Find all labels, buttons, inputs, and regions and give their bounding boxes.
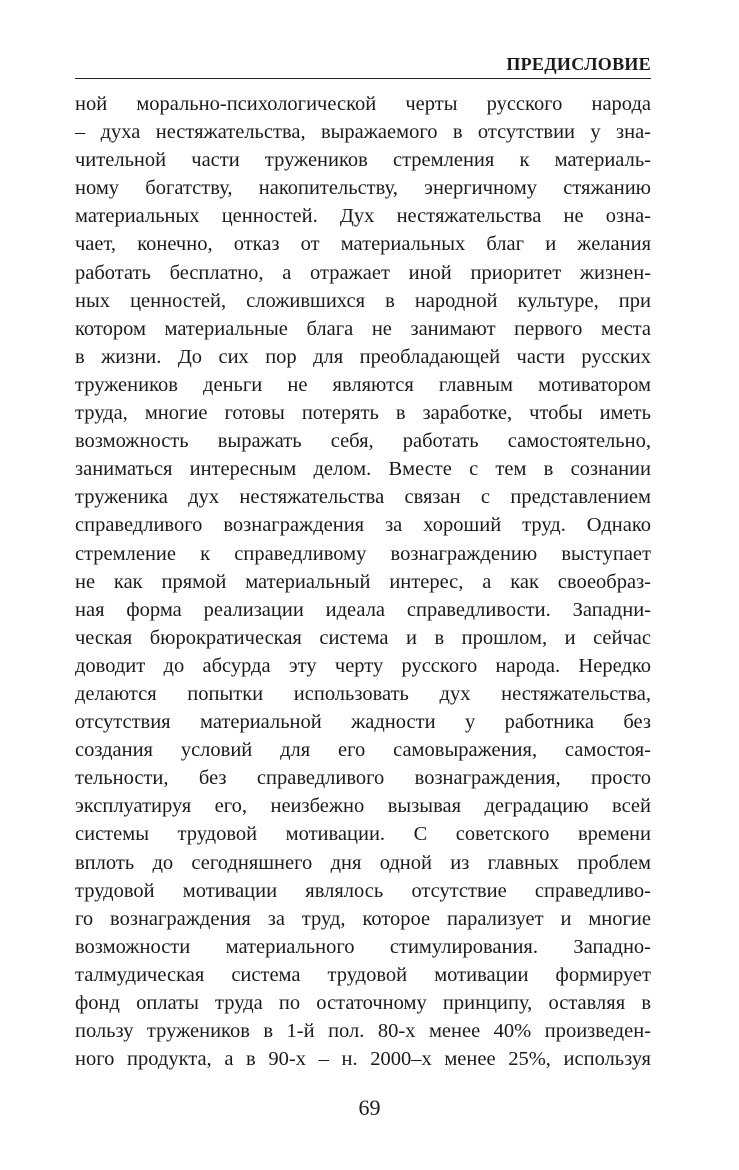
text-line: справедливого вознаграждения за хороший труд. Однако xyxy=(75,514,651,537)
text-line: отсутствия материальной жадности у работника без xyxy=(75,711,651,734)
text-line: котором материальные блага не занимают первого места xyxy=(75,317,651,340)
text-line: возможности материального стимулирования. Западно- xyxy=(75,935,651,958)
text-line: эксплуатируя его, неизбежно вызывая деградацию всей xyxy=(75,795,651,818)
text-line: работать бесплатно, а отражает иной приоритет жизнен- xyxy=(75,261,651,284)
text-line: го вознаграждения за труд, которое парализует и многие xyxy=(75,907,651,930)
text-line: возможность выражать себя, работать самостоятельно, xyxy=(75,430,651,453)
text-line: фонд оплаты труда по остаточному принципу, оставляя в xyxy=(75,992,651,1014)
text-line: чает, конечно, отказ от материальных благ и желания xyxy=(75,233,651,256)
text-line: ному богатству, накопительству, энергичному стяжанию xyxy=(75,177,651,200)
page-number: 69 xyxy=(358,1095,381,1120)
text-line: тельности, без справедливого вознаграждения, просто xyxy=(75,767,651,790)
text-line: создания условий для его самовыражения, самостоя- xyxy=(75,739,651,762)
text-line: ная форма реализации идеала справедливости. Западни- xyxy=(75,598,651,621)
text-line: материальных ценностей. Дух нестяжательства не озна- xyxy=(75,205,651,228)
text-line: тружеников деньги не являются главным мотиватором xyxy=(75,373,651,396)
text-line: делаются попытки использовать дух нестяжательства, xyxy=(75,682,651,705)
text-line: ной морально-психологической черты русского народа xyxy=(75,93,651,115)
text-line: труженика дух нестяжательства связан с представлением xyxy=(75,486,651,509)
text-line: не как прямой материальный интерес, а как своеобраз- xyxy=(75,570,651,593)
text-line: заниматься интересным делом. Вместе с тем в сознании xyxy=(75,458,651,481)
text-line: – духа нестяжательства, выражаемого в отсутствии у зна- xyxy=(75,121,651,144)
text-line: системы трудовой мотивации. С советского времени xyxy=(75,823,651,846)
text-line: в жизни. До сих пор для преобладающей части русских xyxy=(75,345,651,368)
text-line: талмудическая система трудовой мотивации формирует xyxy=(75,963,651,986)
text-line: ного продукта, а в 90-х – н. 2000–х менее 25%, используя xyxy=(75,1048,651,1071)
text-line: пользу тружеников в 1-й пол. 80-х менее 40% произведен- xyxy=(75,1020,651,1043)
text-line: стремление к справедливому вознаграждению выступает xyxy=(75,542,651,565)
text-line: чительной части тружеников стремления к материаль- xyxy=(75,149,651,172)
text-line: вплоть до сегодняшнего дня одной из главных проблем xyxy=(75,851,651,874)
running-title: ПРЕДИСЛОВИЕ xyxy=(506,54,651,74)
text-line: трудовой мотивации являлось отсутствие справедливо- xyxy=(75,879,651,902)
text-line: доводит до абсурда эту черту русского народа. Нередко xyxy=(75,654,651,677)
body-text xyxy=(75,90,651,1073)
text-line: ческая бюрократическая система и в прошлом, и сейчас xyxy=(75,626,651,649)
header-rule xyxy=(75,78,651,79)
text-line: ных ценностей, сложившихся в народной культуре, при xyxy=(75,289,651,312)
text-line: труда, многие готовы потерять в заработке, чтобы иметь xyxy=(75,402,651,425)
